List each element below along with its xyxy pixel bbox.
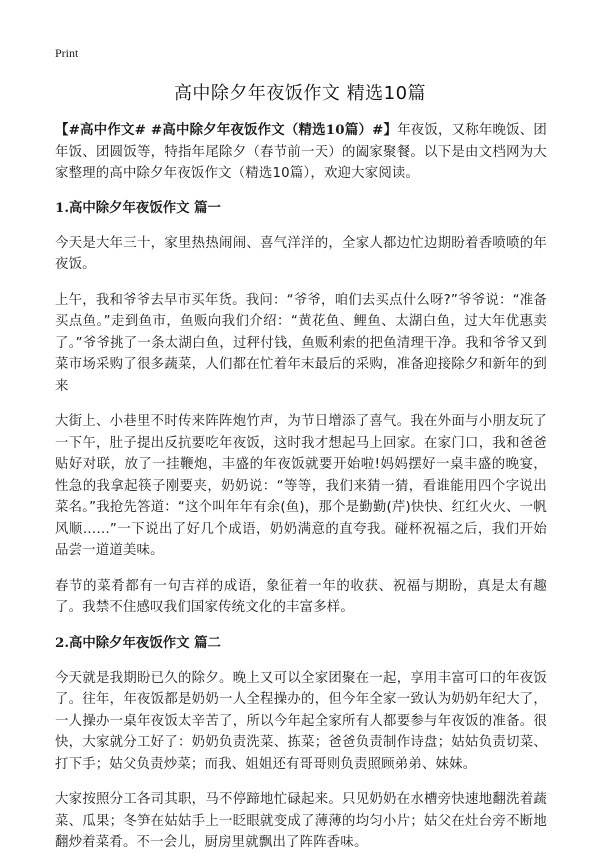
print-link[interactable]: Print xyxy=(55,46,79,60)
paragraph: 大街上、小巷里不时传来阵阵炮竹声，为节日增添了喜气。我在外面与小朋友玩了一下午，肚子提出反抗要吃年夜饭，这时我才想起马上回家。在家门口，我和爸爸贴好对联，放了一挂鞭炮，丰盛的年夜饭就要开始啦!妈妈摆好一桌丰盛的晚宴，性急的我拿起筷子刚要夹，奶奶说：“等等，我们来猜一猜，看谁能用四个字说出菜名。”我抢先答道：“这个叫年年有余(鱼)，那个是勤勤(芹)快快、红红火火、一帆风顺……”一下说出了好几个成语，奶奶满意的直夸我。碰杯祝福之后，我们开始品尝一道道美味。 xyxy=(55,414,547,558)
intro-text: 年夜饭，又称年晚饭、团年饭、团圆饭等，特指年尾除夕（春节前一天）的阖家聚餐。以下是由文档网为大家整理的高中除夕年夜饭作文（精选10篇），欢迎大家阅读。 xyxy=(55,123,548,181)
intro-tag: 【#高中作文# #高中除夕年夜饭作文（精选10篇）#】 xyxy=(55,122,398,138)
article-body xyxy=(55,120,547,868)
paragraph: 上午，我和爷爷去早市买年货。我问：“爷爷，咱们去买点什么呀?”爷爷说：“准备买点鱼。”走到鱼市，鱼贩向我们介绍：“黄花鱼、鲤鱼、太湖白鱼，过大年优惠卖了。”爷爷挑了一条太湖白鱼，过秤付钱，鱼贩利索的把鱼清理干净。我和爷爷又到菜市场采购了很多蔬菜，人们都在忙着年末最后的采购，准备迎接除夕和新年的到来 xyxy=(55,292,547,394)
paragraph: 今天是大年三十，家里热热闹闹、喜气洋洋的，全家人都边忙边期盼着香喷喷的年夜饭。 xyxy=(55,235,547,272)
intro-paragraph xyxy=(55,120,547,185)
section-heading: 1.高中除夕年夜饭作文 篇一 xyxy=(55,199,221,216)
page-title: 高中除夕年夜饭作文 精选10篇 xyxy=(173,83,427,104)
section-1 xyxy=(55,198,547,619)
paragraph: 今天就是我期盼已久的除夕。晚上又可以全家团聚在一起，享用丰富可口的年夜饭了。往年，年夜饭都是奶奶一人全程操办的，但今年全家一致认为奶奶年纪大了，一人操办一桌年夜饭太辛苦了，所以今年起全家所有人都要参与年夜饭的准备。很快，大家就分工好了：奶奶负责洗菜、拣菜；爸爸负责制作诗盘；姑姑负责切菜、打下手；姑父负责炒菜；而我、姐姐还有哥哥则负责照顾弟弟、妹妹。 xyxy=(55,670,547,772)
section-heading: 2.高中除夕年夜饭作文 篇二 xyxy=(55,634,221,651)
paragraph: 大家按照分工各司其职，马不停蹄地忙碌起来。只见奶奶在水槽旁快速地翻洗着蔬菜、瓜果；冬笋在姑姑手上一眨眼就变成了薄薄的均匀小片；姑父在灶台旁不断地翻炒着菜肴。不一会儿，厨房里就飘出了阵阵香味。 xyxy=(55,792,547,850)
section-2 xyxy=(55,633,547,854)
paragraph: 春节的菜肴都有一句吉祥的成语，象征着一年的收获、祝福与期盼，真是太有趣了。我禁不住感叹我们国家传统文化的丰富多样。 xyxy=(55,578,547,615)
